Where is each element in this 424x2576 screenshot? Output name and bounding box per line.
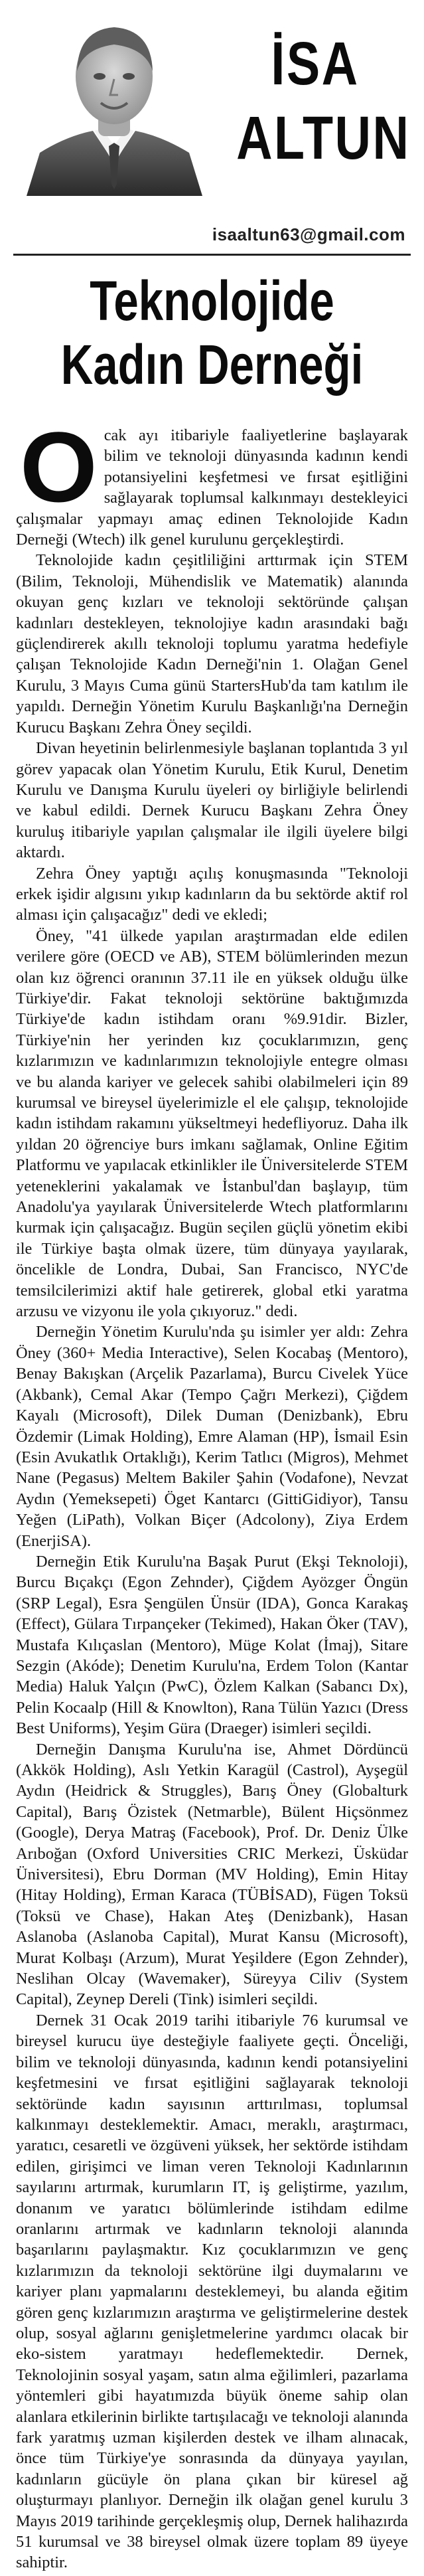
article-paragraph: Derneğin Yönetim Kurulu'nda şu isimler yer aldı: Zehra Öney (360+ Media Interactive), Selen Kocabaş (Mentoro), Benay Bakışkan (Arçelik Pazarlama), Burcu Civelek Yüce (Akbank), Cemal Akar (Tempo Çağrı Merkezi), Çiğdem Kayalı (Microsoft), Dilek Duman (Denizbank), Ebru Özdemir (Limak Holding), Emre Alaman (HP), İsmail Esin (Esin Avukatlık Ortaklığı), Kerim Tatlıcı (Migros), Mehmet Nane (Pegasus) Meltem Bakiler Şahin (Vodafone), Nevzat Aydın (Yemeksepeti) Öget Kantarcı (GittiGidiyor), Tansu Yeğen (LiPath), Volkan Biçer (Adcolony), Ziya Erdem (EnerjiSA). <box>16 1323 408 1550</box>
article-title-line-1: Teknolojide <box>90 270 334 332</box>
author-portrait-image <box>20 10 209 196</box>
article-paragraph: Derneğin Danışma Kurulu'na ise, Ahmet Dördüncü (Akkök Holding), Aslı Yetkin Karagül (Castrol), Ayşegül Aydın (Heidrick & Struggles), Barış Öney (Globalturk Capital), Barış Özistek (Netmarble), Bülent Hiçsönmez (Google), Derya Matraş (Facebook), Prof. Dr. Deniz Ülke Arıboğan (Oxford Universities CRIC Merkezi, Üsküdar Üniversitesi), Ebru Dorman (MV Holding), Emin Hitay (Hitay Holding), Erman Karaca (TÜBİSAD), Fügen Toksü (Toksü ve Chase), Hakan Ateş (Denizbank), Hasan Aslanoba (Aslanoba Capital), Murat Kansu (Microsoft), Murat Kolbaşı (Arzum), Murat Yeşildere (Egon Zehnder), Neslihan Olcay (Wavemaker), Süreyya Ciliv (System Capital), Zeynep Dereli (Tink) isimleri seçildi. <box>16 1740 408 2009</box>
article-title-line-2: Kadın Derneği <box>60 333 364 396</box>
article-paragraph: Teknolojide kadın çeşitliliğini arttırmak için STEM (Bilim, Teknoloji, Mühendislik ve Matematik) alanında okuyan genç kızları ve teknoloji sektöründe çalışan kadınları destekleyen, teknolojiye kadın arasındaki bağı güçlendirerek akıllı teknoloji toplumu yaratma hedefiyle çalışan Teknolojide Kadın Derneği'nin 1. Olağan Genel Kurulu, 3 Mayıs Cuma günü StartersHub'da tam katılım ile yapıldı. Derneğin Yönetim Kurulu Başkanlığı'na Derneğin Kurucu Başkanı Zehra Öney seçildi. <box>16 551 408 736</box>
article-paragraph: Derneğin Etik Kurulu'na Başak Purut (Ekşi Teknoloji), Burcu Bıçakçı (Egon Zehnder), Çiğdem Ayözger Öngün (SRP Legal), Esra Şengülen Ünsür (IDA), Gonca Karakaş (Effect), Gülara Tırpançeker (Tekimed), Hakan Öker (TAV), Mustafa Kılıçaslan (Mentoro), Müge Kolat (İmaj), Sitare Sezgin (Akóde); Denetim Kurulu'na, Erdem Tolon (Kantar Media) Haluk Yalçın (PwC), Özlem Kalkan (Sabancı Dx), Pelin Kocaalp (Hill & Knowlton), Rana Tülün Yazıcı (Dress Best Uniforms), Yeşim Güra (Draeger) isimleri seçildi. <box>16 1552 408 1738</box>
article-paragraph: Öney, "41 ülkede yapılan araştırmadan elde edilen verilere göre (OECD ve AB), STEM bölümlerinden mezun olan kız öğrenci oranının 37.11 ile en yüksek olduğu ülke Türkiye'dir. Fakat teknoloji sektörüne baktığımızda Türkiye'de kadın istihdam oranı %9.91dir. Bizler, Türkiye'nin her yerinden kız çocuklarımızın, genç kızlarımızın ve kadınlarımızın teknolojiyle entegre olması ve bu alanda kariyer ve gelecek sahibi olabilmeleri için 89 kurumsal ve bireysel üyelerimizle el ele çalışıp, teknolojide kadın istihdam rakamını yükseltmeyi hedefliyoruz. Daha ilk yıldan 20 öğrenciye burs imkanı sağlamak, Online Eğitim Platformu ve yapılacak etkinlikler ile Üniversitelerde STEM yeteneklerini yakalamak ve İstanbul'dan başlayıp, tüm Anadolu'ya yayılarak Üniversitelerde Wtech platformlarını kurmak için çalışacağız. Bugün seçilen güçlü yönetim ekibi ile Türkiye başta olmak üzere, tüm dünyaya yayılarak, öncelikle de Londra, Dubai, San Francisco, NYC'de temsilcilerimizi aktif hale getirerek, global etki yaratma arzusu ve vizyonu ile yola çıkıyoruz." dedi. <box>16 926 408 1321</box>
column-header <box>0 0 424 396</box>
article-paragraph: Zehra Öney yaptığı açılış konuşmasında "Teknoloji erkek işidir algısını yıkıp kadınların da bu sektörde aktif rol alması için çalışacağız" dedi ve ekledi; <box>16 864 408 924</box>
author-last-name: ALTUN <box>236 104 411 172</box>
author-first-name: İSA <box>271 30 360 98</box>
article-paragraph: Dernek 31 Ocak 2019 tarihi itibariyle 76 kurumsal ve bireysel kurucu üye desteğiyle faaliyete geçti. Önceliği, bilim ve teknoloji dünyasında, kadının kendi potansiyelini keşfetmesini ve fırsat eşitliğini sağlayarak teknoloji sektöründe kadın sayısının arttırılması, toplumsal kalkınmayı desteklemektir. Amacı, meraklı, araştırmacı, yaratıcı, cesaretli ve özgüveni yüksek, her sektörde istihdam edilen, girişimci ve liman veren Teknoloji Kadınlarının sayılarını artırmak, kurumların IT, iş geliştirme, yazılım, donanım ve yaratıcı bölümlerinde istihdam edilme oranlarını artırmak ve kadınların teknoloji alanında başarılarını paylaşmaktır. Kız çocuklarımızın ve genç kızlarımızın da teknoloji sektörüne ilgi duymalarını ve kariyer planı yapmalarını desteklemeyi, bu alanda eğitim gören genç kızlarımızın araştırma ve geliştirmelerine destek olup, sosyal ağlarını genişletmelerine yardımcı olacak bir eko-sistem yaratmayı hedeflemektedir. Dernek, Teknolojinin sosyal yaşam, satın alma eğilimleri, pazarlama yöntemleri gibi hayatımızda büyük öneme sahip olan alanlara etkilerinin birlikte tartışılacağı ve teknoloji alanında fark yaratmış uzman kişilerden destek ve ilham alınacak, önce tüm Türkiye'ye sonrasında da dünyaya yayılan, kadınların gücüyle ön plana çıkan bir küresel ağ oluşturmayı planlıyor. Derneğin ilk olağan genel kurulu 3 Mayıs 2019 tarihinde gerçekleşmiş olup, Dernek halihazırda 51 kurumsal ve 38 bireysel olmak üzere toplam 89 üyeye sahiptir. <box>16 2011 408 2572</box>
author-photo <box>20 10 209 196</box>
header-divider <box>13 254 411 256</box>
article-paragraph: Divan heyetinin belirlenmesiyle başlanan toplantıda 3 yıl görev yapacak olan Yönetim Kurulu, Etik Kurul, Denetim Kurulu ve Danışma Kurulu üyeleri oy birliğiyle belirlendi ve kabul edildi. Dernek Kurucu Başkanı Zehra Öney kuruluş itibariyle yapılan çalışmalar ile ilgili üyelere bilgi aktardı. <box>16 739 408 862</box>
author-name <box>219 27 411 175</box>
article-title <box>0 269 424 396</box>
author-email[interactable]: isaaltun63@gmail.com <box>212 224 405 244</box>
article-body <box>16 411 408 2573</box>
drop-cap: O <box>20 411 98 523</box>
article-paragraph: Ocak ayı itibariyle faaliyetlerine başlayarak bilim ve teknoloji dünyasında kadının kendi potansiyelini keşfetmesi ve fırsat eşitliğini sağlayarak toplumsal kalkınmayı destekleyici çalışmalar yapmayı amaç edinen Teknolojide Kadın Derneği (Wtech) ilk genel kurulunu gerçekleştirdi. <box>16 411 408 549</box>
